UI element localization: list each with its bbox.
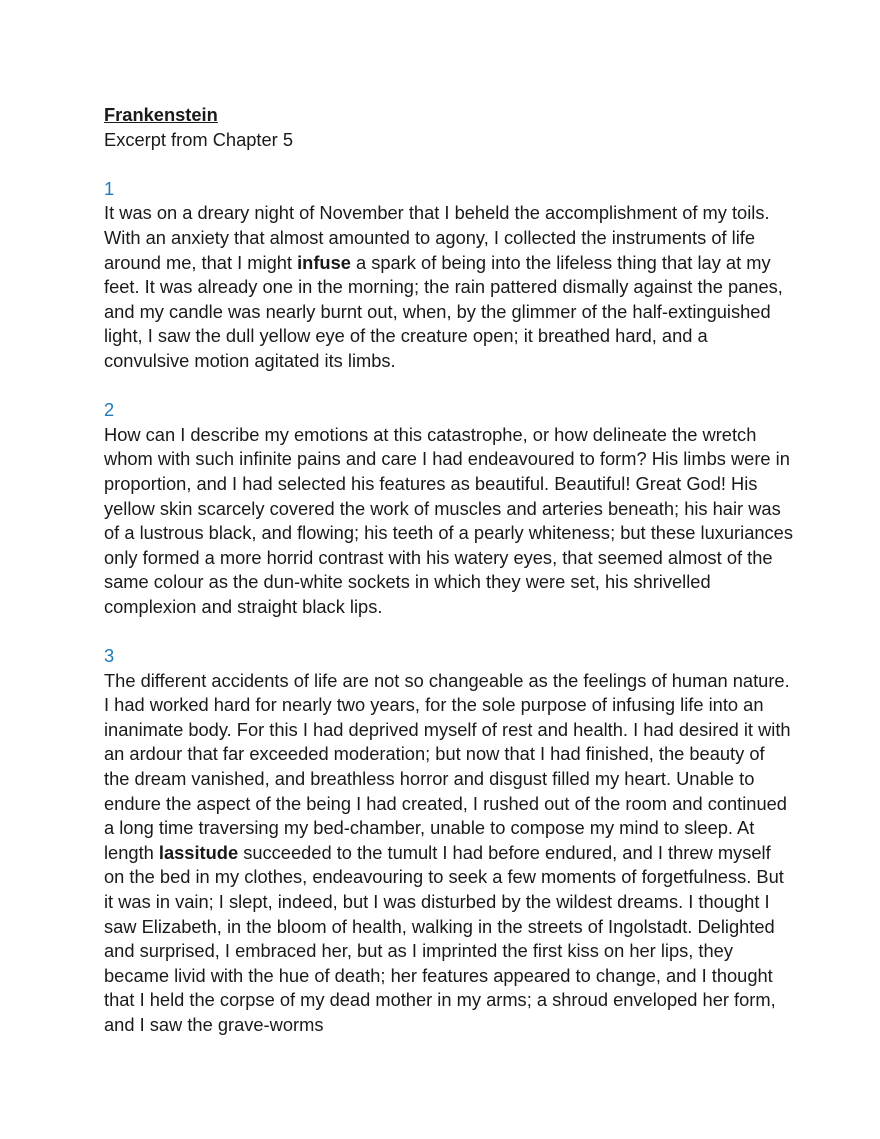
paragraph-text: How can I describe my emotions at this catastrophe, or how delineate the wretch whom with such infinite pains and care I had endeavoured to form? His limbs were in proportion, and I had selected his features as beautiful. Beautiful! Great God! His yellow skin scarcely covered the work of muscles and arteries beneath; his hair was of a lustrous black, and flowing; his teeth of a pearly whiteness; but these luxuriances only formed a more horrid contrast with his watery eyes, that seemed almost of the same colour as the dun-white sockets in which they were set, his shrivelled complexion and straight black lips. [104,423,793,617]
vocabulary-word: infuse [297,251,351,273]
document-page [104,103,794,1038]
document-title: Frankenstein [104,104,218,125]
paragraph-text-before: It was on a dreary night of November that I beheld the accomplishment of my toils. With an anxiety that almost amounted to agony, I collected the instruments of life around me, that I might [104,202,770,273]
paragraph-number: 3 [104,645,115,667]
document-subtitle: Excerpt from Chapter 5 [104,128,293,150]
paragraph-text-after: succeeded to the tumult I had before endured, and I threw myself on the bed in my clothes, endeavouring to seek a few moments of forgetfulness. But it was in vain; I slept, indeed, but I was disturbed by the wildest dreams. I thought I saw Elizabeth, in the bloom of health, walking in the streets of Ingolstadt. Delighted and surprised, I embraced her, but as I imprinted the first kiss on her lips, they became livid with the hue of death; her features appeared to change, and I thought that I held the corpse of my dead mother in my arms; a shroud enveloped her form, and I saw the grave-worms [104,841,784,1035]
paragraph-section-2 [104,398,794,619]
paragraph-text [104,669,794,1038]
paragraph-section-3 [104,644,794,1038]
paragraph-text [104,201,794,373]
paragraph-section-1 [104,177,794,374]
vocabulary-word: lassitude [158,841,239,863]
paragraph-text-before: The different accidents of life are not so changeable as the feelings of human nature. I had worked hard for nearly two years, for the sole purpose of infusing life into an inanimate body. For this I had deprived myself of rest and health. I had desired it with an ardour that far exceeded moderation; but now that I had finished, the beauty of the dream vanished, and breathless horror and disgust filled my heart. Unable to endure the aspect of the being I had created, I rushed out of the room and continued a long time traversing my bed-chamber, unable to compose my mind to sleep. At length [104,669,791,863]
paragraph-number: 2 [104,399,115,421]
paragraph-text-after: a spark of being into the lifeless thing that lay at my feet. It was already one in the morning; the rain pattered dismally against the panes, and my candle was nearly burnt out, when, by the glimmer of the half-extinguished light, I saw the dull yellow eye of the creature open; it breathed hard, and a convulsive motion agitated its limbs. [104,251,783,371]
paragraph-number: 1 [104,177,115,199]
